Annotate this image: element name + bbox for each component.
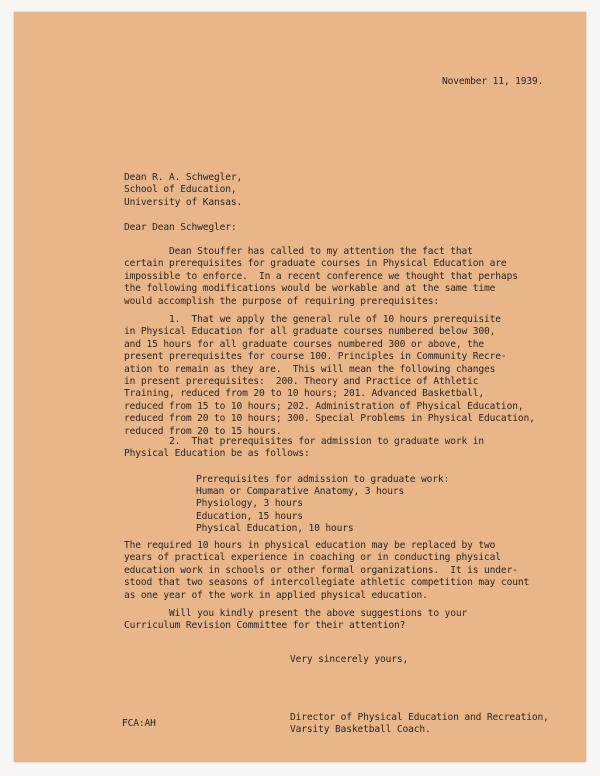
paragraph-line: and 15 hours for all graduate courses numbered 300 or above, the <box>124 338 485 350</box>
paragraph-line: Training, reduced from 20 to 10 hours; 201. Advanced Basketball, <box>124 388 485 400</box>
substitution-note-paragraph <box>124 540 529 602</box>
point-one-paragraph <box>124 314 535 438</box>
signature-block <box>290 712 549 737</box>
prerequisite-item: Human or Comparative Anatomy, 3 hours <box>196 486 405 497</box>
recipient-address <box>124 172 242 209</box>
paragraph-line: Physical Education be as follows: <box>124 448 310 460</box>
paragraph-line: would accomplish the purpose of requiring prerequisites: <box>124 295 440 307</box>
recipient-line: School of Education, <box>124 184 237 196</box>
typist-initials: FCA:AH <box>122 718 156 729</box>
paragraph-line: reduced from 15 to 10 hours; 202. Administration of Physical Education, <box>124 400 524 412</box>
paragraph-line: Will you kindly present the above suggestions to your <box>124 608 468 619</box>
paragraph-line: years of practical experience in coaching or in conducting physical <box>124 552 501 564</box>
signature-title-line: Varsity Basketball Coach. <box>290 724 431 736</box>
paragraph-line: as one year of the work in applied physical education. <box>124 589 428 601</box>
point-two-paragraph <box>124 436 484 461</box>
prerequisite-item: Education, 15 hours <box>196 510 303 522</box>
paragraph-line: ation to remain as they are. This will mean the following changes <box>124 363 496 375</box>
paragraph-line: Curriculum Revision Committee for their attention? <box>124 620 406 632</box>
paragraph-line: education work in schools or other formal organizations. It is under- <box>124 564 518 576</box>
paragraph-line: in Physical Education for all graduate courses numbered below 300, <box>124 326 496 338</box>
salutation: Dear Dean Schwegler: <box>124 222 237 233</box>
paragraph-line: Dean Stouffer has called to my attention the fact that <box>124 246 473 257</box>
paragraph-line: the following modifications would be workable and at the same time <box>124 283 496 295</box>
prerequisite-list <box>196 486 404 536</box>
request-paragraph <box>124 608 467 633</box>
signature-title-line: Director of Physical Education and Recreation, <box>290 712 549 723</box>
prerequisite-item: Physical Education, 10 hours <box>196 523 354 535</box>
paragraph-line: in present prerequisites: 200. Theory and Practice of Athletic <box>124 376 479 388</box>
paragraph-line: stood that two seasons of intercollegiate athletic competition may count <box>124 577 530 589</box>
complimentary-closing: Very sincerely yours, <box>290 654 409 665</box>
paragraph-line: 1. That we apply the general rule of 10 hours prerequisite <box>124 314 501 325</box>
paragraph-line: present prerequisites for course 100. Principles in Community Recre- <box>124 351 507 363</box>
recipient-line: Dean R. A. Schwegler, <box>124 172 243 183</box>
recipient-line: University of Kansas. <box>124 196 243 208</box>
paragraph-line: The required 10 hours in physical education may be replaced by two <box>124 540 496 551</box>
paragraph-line: 2. That prerequisites for admission to graduate work in <box>124 436 485 447</box>
prerequisite-item: Physiology, 3 hours <box>196 498 303 510</box>
paragraph-line: reduced from 20 to 10 hours; 300. Special Problems in Physical Education, <box>124 413 535 425</box>
prerequisite-heading: Prerequisites for admission to graduate work: <box>196 474 450 485</box>
intro-paragraph <box>124 246 518 308</box>
paragraph-line: impossible to enforce. In a recent conference we thought that perhaps <box>124 270 518 282</box>
paragraph-line: reduced from 20 to 15 hours. <box>124 425 282 437</box>
paragraph-line: certain prerequisites for graduate courses in Physical Education are <box>124 258 507 270</box>
letter-date: November 11, 1939. <box>442 76 544 87</box>
